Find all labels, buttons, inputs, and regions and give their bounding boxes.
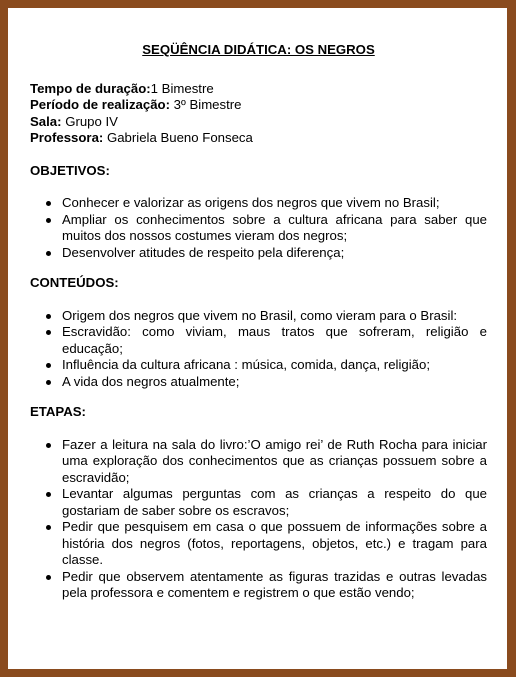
conteudos-list [30,308,487,391]
section-heading-objetivos: OBJETIVOS: [30,162,110,178]
objetivos-list [30,195,487,261]
section-heading-conteudos: CONTEÚDOS: [30,275,119,290]
info-duration [30,81,487,98]
list-item: Origem dos negros que vivem no Brasil, como vieram para o Brasil: [62,308,487,325]
etapas-list [30,437,487,602]
info-teacher [30,130,487,147]
list-item: Ampliar os conhecimentos sobre a cultura africana para saber que muitos dos nossos costumes vieram dos negros; [62,211,487,243]
list-item: Levantar algumas perguntas com as crianças a respeito do que gostariam de saber sobre os escravos; [62,486,487,518]
info-label: Sala: [30,113,62,129]
info-label: Período de realização: [30,97,170,112]
document-title: SEQÜÊNCIA DIDÁTICA: OS NEGROS [142,42,375,57]
list-item: Pedir que pesquisem em casa o que possuem de informações sobre a história dos negros (fotos, reportagens, objetos, etc.) e tragam para classe. [62,519,487,567]
list-item: Influência da cultura africana : música, comida, dança, religião; [62,357,487,374]
info-value: 1 Bimestre [150,80,214,96]
document-body [8,8,507,602]
info-value: Grupo IV [61,113,118,129]
info-label: Professora: [30,130,104,145]
list-item: Conhecer e valorizar as origens dos negros que vivem no Brasil; [62,195,487,212]
page-frame [8,8,507,669]
info-block [30,81,487,147]
list-item: Escravidão: como viviam, maus tratos que sofreram, religião e educação; [62,324,487,356]
list-item: Pedir que observem atentamente as figuras trazidas e outras levadas pela professora e comentem e registrem o que estão vendo; [62,568,487,600]
list-item: Desenvolver atitudes de respeito pela diferença; [62,245,487,262]
section-heading-etapas: ETAPAS: [30,404,86,419]
info-value: Gabriela Bueno Fonseca [103,130,253,145]
list-item: A vida dos negros atualmente; [62,374,487,391]
list-item: Fazer a leitura na sala do livro:’O amigo rei’ de Ruth Rocha para iniciar uma exploração dos conhecimentos que as crianças possuem sobre a escravidão; [62,436,487,485]
section-heading-text: CONTEÚDOS [30,275,115,290]
info-label: Tempo de duração: [30,80,151,96]
info-value: 3º Bimestre [169,97,242,112]
info-period [30,97,487,114]
info-room [30,114,487,131]
